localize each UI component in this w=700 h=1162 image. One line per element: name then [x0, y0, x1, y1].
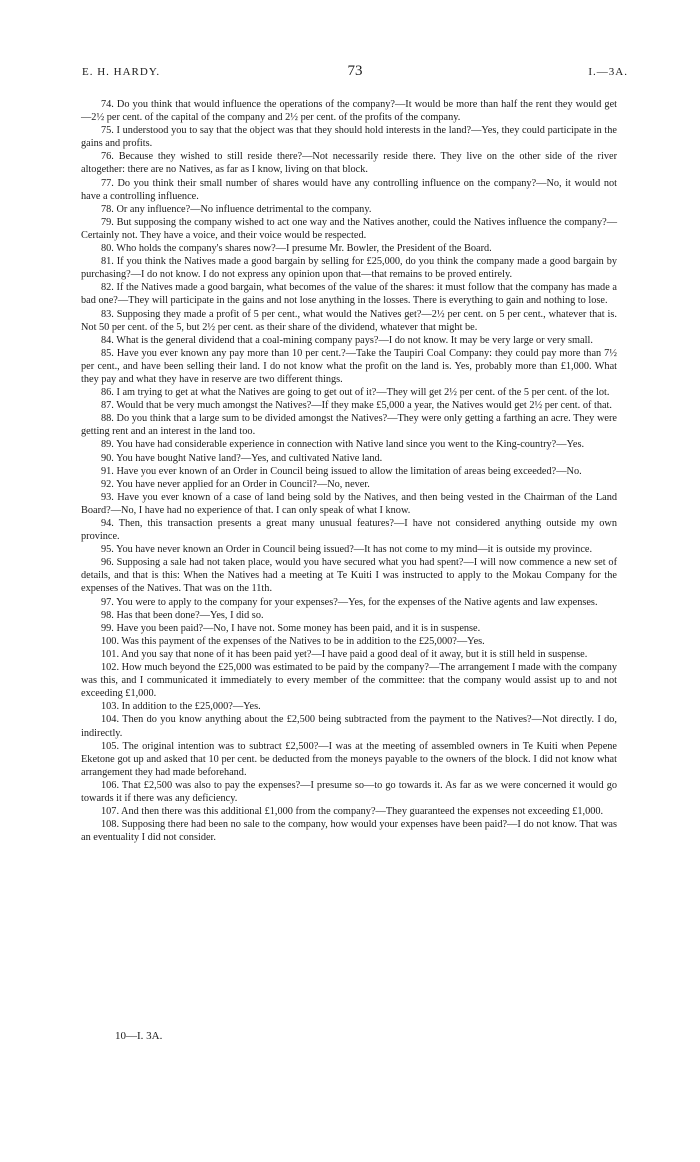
question-paragraph: 87. Would that be very much amongst the Natives?—If they make £5,000 a year, the Natives would get 2½ per cent. of that. — [101, 400, 612, 412]
question-paragraph: 93. Have you ever known of a case of land being sold by the Natives, and then being vested in the Chairman of the Land Board?—No, I have had no experience of that. I can only speak of what I know. — [81, 491, 617, 516]
question-paragraph: 107. And then there was this additional £1,000 from the company?—They guaranteed the expenses not exceeding £1,000. — [101, 806, 604, 818]
question-paragraph: 78. Or any influence?—No influence detrimental to the company. — [101, 203, 372, 215]
question-paragraph: 83. Supposing they made a profit of 5 per cent., what would the Natives get?—2½ per cent. on 5 per cent., whatever that is. Not 50 per cent. of the 5, but 2½ per cent. as their share of the dividend, whatever that might be. — [81, 308, 617, 333]
question-paragraph: 85. Have you ever known any pay more than 10 per cent.?—Take the Taupiri Coal Company: they could pay more than 7½ per cent., and have been selling their land. I do not know what the profit on the land is. Yes, probably more than £1,000. What they pay and what they have in reserve are two different things. — [81, 347, 617, 385]
question-paragraph: 95. You have never known an Order in Council being issued?—It has not come to my mind—it is outside my province. — [101, 544, 593, 556]
question-paragraph: 105. The original intention was to subtract £2,500?—I was at the meeting of assembled owners in Te Kuiti when Pepene Eketone got up and asked that 10 per cent. be deducted from the moneys payable to the owners of the block. I did not know what arrangement they had made beforehand. — [81, 740, 617, 778]
question-paragraph: 94. Then, this transaction presents a great many unusual features?—I have not considered anything outside my own province. — [81, 518, 617, 543]
question-paragraph: 103. In addition to the £25,000?—Yes. — [101, 701, 261, 713]
page-header — [82, 63, 628, 82]
question-paragraph: 74. Do you think that would influence the operations of the company?—It would be more than half the rent they would get—2½ per cent. of the capital of the company and 2½ per cent. of the profits of the company. — [81, 99, 617, 124]
question-paragraph: 97. You were to apply to the company for your expenses?—Yes, for the expenses of the Native agents and law expenses. — [101, 596, 598, 608]
question-paragraph: 108. Supposing there had been no sale to the company, how would your expenses have been paid?—I do not know. That was an eventuality I did not consider. — [81, 819, 617, 844]
header-witness-name: E. H. HARDY. — [82, 66, 161, 78]
question-paragraph: 76. Because they wished to still reside there?—Not necessarily reside there. They live on the other side of the river altogether: there are no Natives, as far as I know, living on that block. — [81, 151, 617, 176]
question-paragraph: 101. And you say that none of it has been paid yet?—I have paid a good deal of it away, but it is still held in suspense. — [101, 648, 588, 660]
question-paragraph: 100. Was this payment of the expenses of the Natives to be in addition to the £25,000?—Yes. — [101, 635, 485, 647]
question-paragraph: 88. Do you think that a large sum to be divided amongst the Natives?—They were only getting a farthing an acre. They were getting rent and an interest in the land too. — [81, 413, 617, 438]
question-paragraph: 84. What is the general dividend that a coal-mining company pays?—I do not know. It may be very large or very small. — [101, 334, 593, 346]
question-paragraph: 96. Supposing a sale had not taken place, would you have secured what you had spent?—I will now commence a new set of details, and that is this: When the Natives had a meeting at Te Kuiti I was instructed to apply to the Mokau Company for the expenses of the Natives. That was on the 11th. — [81, 557, 617, 595]
question-paragraph: 80. Who holds the company's shares now?—I presume Mr. Bowler, the President of the Board. — [101, 243, 492, 255]
question-paragraph: 104. Then do you know anything about the £2,500 being subtracted from the payment to the Natives?—Not directly. I do, indirectly. — [81, 714, 617, 739]
question-paragraph: 82. If the Natives made a good bargain, what becomes of the value of the shares: it must follow that the company has made a bad one?—They will participate in the gains and not lose anything in the losses. There is everything to gain and nothing to lose. — [81, 282, 617, 307]
signature-footer: 10—I. 3A. — [115, 1030, 163, 1042]
question-paragraph: 98. Has that been done?—Yes, I did so. — [101, 609, 264, 621]
question-paragraph: 81. If you think the Natives made a good bargain by selling for £25,000, do you think the company made a good bargain by purchasing?—I do not know. I do not express any opinion upon that—that remains to be proved entirely. — [81, 256, 617, 281]
question-paragraph: 79. But supposing the company wished to act one way and the Natives another, could the Natives influence the company?—Certainly not. They have a voice, and their voice would be respected. — [81, 216, 617, 241]
question-paragraph: 92. You have never applied for an Order in Council?—No, never. — [101, 478, 370, 490]
question-paragraph: 89. You have had considerable experience in connection with Native land since you went to the King-country?—Yes. — [101, 439, 585, 451]
question-paragraph: 90. You have bought Native land?—Yes, and cultivated Native land. — [101, 452, 383, 464]
question-paragraph: 99. Have you been paid?—No, I have not. Some money has been paid, and it is in suspense. — [101, 622, 481, 634]
testimony-body — [81, 98, 617, 844]
question-paragraph: 102. How much beyond the £25,000 was estimated to be paid by the company?—The arrangement I made with the company was this, and I communicated it immediately to every member of the committee: that the company would assist up to and not exceeding £1,000. — [81, 662, 617, 700]
header-page-number: 73 — [347, 63, 363, 79]
question-paragraph: 106. That £2,500 was also to pay the expenses?—I presume so—to go towards it. As far as we were concerned it would go towards it if there was any deficiency. — [81, 779, 617, 804]
header-document-ref: I.—3A. — [588, 66, 628, 78]
question-paragraph: 91. Have you ever known of an Order in Council being issued to allow the limitation of areas being exceeded?—No. — [101, 465, 582, 477]
question-paragraph: 77. Do you think their small number of shares would have any controlling influence on the company?—No, it would not have a controlling influence. — [81, 177, 617, 202]
question-paragraph: 86. I am trying to get at what the Natives are going to get out of it?—They will get 2½ per cent. of the 5 per cent. of the lot. — [101, 387, 610, 399]
question-paragraph: 75. I understood you to say that the object was that they should hold interests in the land?—Yes, they could participate in the gains and profits. — [81, 125, 617, 150]
